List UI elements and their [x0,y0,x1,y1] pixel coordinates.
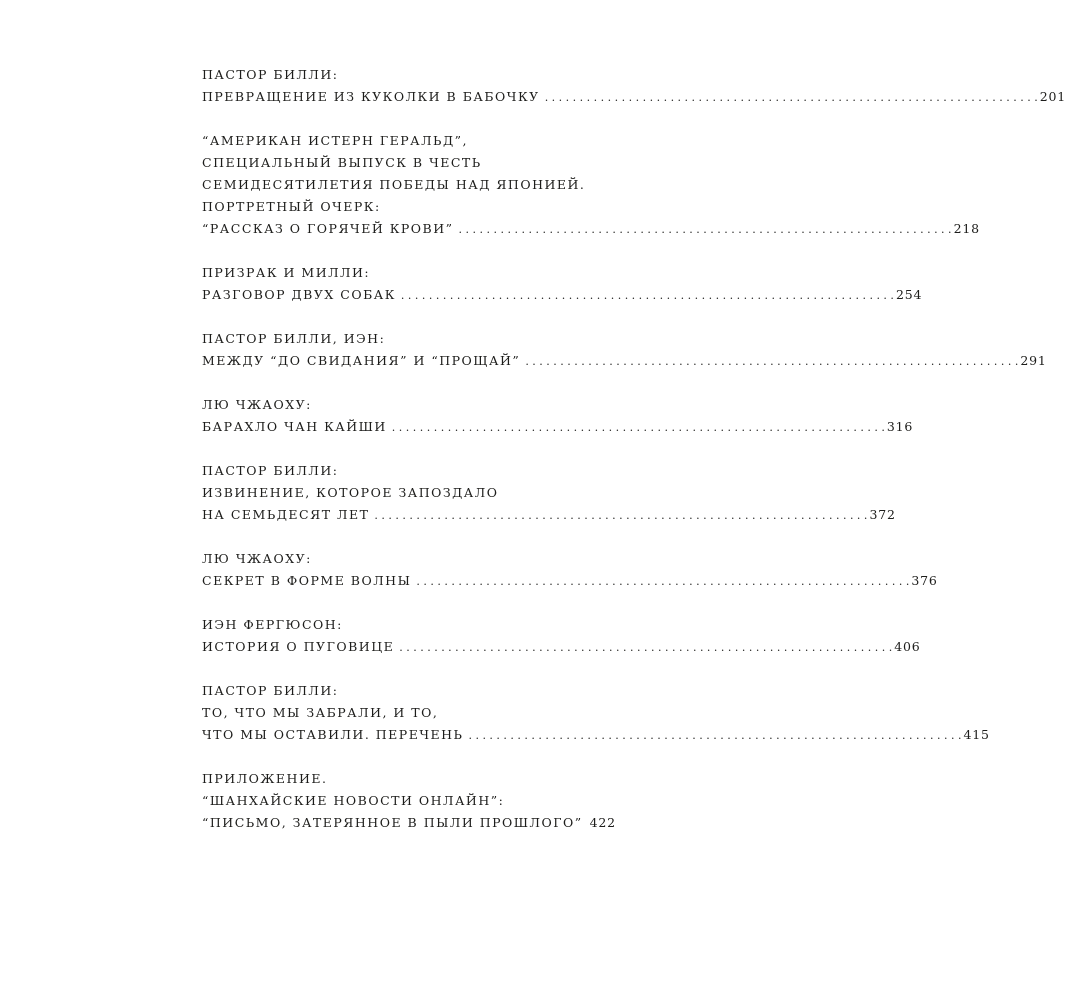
toc-entry[interactable] [202,768,616,834]
entry-title: НА СЕМЬДЕСЯТ ЛЕТ [202,507,370,522]
dot-leader [392,416,885,439]
dot-leader [525,350,1018,373]
entry-title: “РАССКАЗ О ГОРЯЧЕЙ КРОВИ” [202,221,454,236]
entry-title: СЕКРЕТ В ФОРМЕ ВОЛНЫ [202,573,412,588]
toc-entry[interactable] [202,680,990,746]
entry-author: ПАСТОР БИЛЛИ: [202,67,339,82]
dot-leader [401,284,894,307]
toc-entry[interactable] [202,64,1066,108]
page-number: 254 [895,287,923,302]
entry-title-line [202,218,980,240]
entry-title: ПРЕВРАЩЕНИЕ ИЗ КУКОЛКИ В БАБОЧКУ [202,89,540,104]
entry-title: СПЕЦИАЛЬНЫЙ ВЫПУСК В ЧЕСТЬ [202,155,482,170]
entry-author: ИЭН ФЕРГЮСОН: [202,617,343,632]
entry-title: “ПИСЬМО, ЗАТЕРЯННОЕ В ПЫЛИ ПРОШЛОГО” [202,815,583,830]
entry-title: ЧТО МЫ ОСТАВИЛИ. ПЕРЕЧЕНЬ [202,727,464,742]
entry-author: ПАСТОР БИЛЛИ: [202,683,339,698]
page-number: 415 [963,727,990,742]
toc-entry[interactable] [202,548,938,592]
page-number: 291 [1020,353,1047,368]
entry-author: ПАСТОР БИЛЛИ, ИЭН: [202,331,386,346]
dot-leader [399,636,892,659]
entry-author: ЛЮ ЧЖАОХУ: [202,397,312,412]
table-of-contents [202,64,1066,856]
entry-title-line [202,724,990,746]
toc-entry[interactable] [202,130,980,240]
page-number: 316 [886,419,914,434]
entry-title: ИСТОРИЯ О ПУГОВИЦЕ [202,639,395,654]
entry-title-line [202,504,896,526]
dot-leader [459,218,952,241]
entry-title: МЕЖДУ “ДО СВИДАНИЯ” И “ПРОЩАЙ” [202,353,521,368]
page-number: 201 [1039,89,1066,104]
entry-title-line [202,636,921,658]
entry-title-line [202,416,914,438]
entry-title: ИЗВИНЕНИЕ, КОТОРОЕ ЗАПОЗДАЛО [202,485,499,500]
entry-title-line [202,570,938,592]
entry-title: “ШАНХАЙСКИЕ НОВОСТИ ОНЛАЙН”: [202,793,505,808]
page-number: 372 [869,507,896,522]
toc-entry[interactable] [202,394,914,438]
toc-entry[interactable] [202,262,923,306]
entry-title: ПОРТРЕТНЫЙ ОЧЕРК: [202,199,381,214]
toc-entry[interactable] [202,614,921,658]
entry-author: “АМЕРИКАН ИСТЕРН ГЕРАЛЬД”, [202,133,468,148]
entry-title: БАРАХЛО ЧАН КАЙШИ [202,419,387,434]
dot-leader [545,86,1038,109]
dot-leader [374,504,867,527]
entry-title: ТО, ЧТО МЫ ЗАБРАЛИ, И ТО, [202,705,439,720]
entry-title: РАЗГОВОР ДВУХ СОБАК [202,287,396,302]
toc-entry[interactable] [202,460,896,526]
page-number: 218 [953,221,980,236]
toc-entry[interactable] [202,328,1047,372]
entry-title-line [202,350,1047,372]
dot-leader [416,570,909,593]
entry-title-line [202,284,923,306]
entry-author: ПАСТОР БИЛЛИ: [202,463,339,478]
entry-author: ПРИЗРАК И МИЛЛИ: [202,265,371,280]
entry-title-line [202,86,1066,108]
entry-title: СЕМИДЕСЯТИЛЕТИЯ ПОБЕДЫ НАД ЯПОНИЕЙ. [202,177,586,192]
page-number: 406 [894,639,921,654]
dot-leader [468,724,961,747]
entry-author: ЛЮ ЧЖАОХУ: [202,551,312,566]
page-number: 376 [911,573,938,588]
entry-author: ПРИЛОЖЕНИЕ. [202,771,328,786]
page-number: 422 [589,815,616,830]
entry-title-line [202,812,616,834]
